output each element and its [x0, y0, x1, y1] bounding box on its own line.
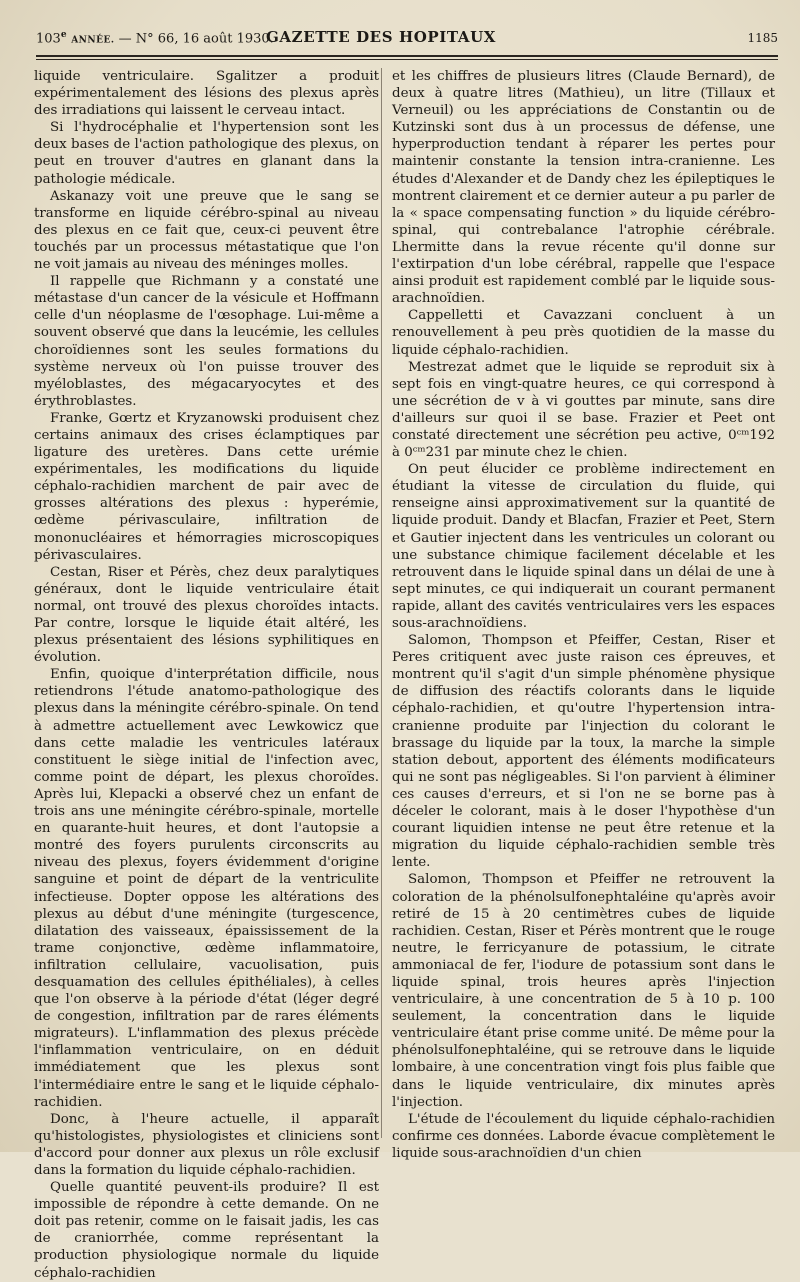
- paragraph: Donc, à l'heure actuelle, il apparaît qu'histologistes, physiologistes et cliniciens sont d'accord pour donner aux plexus un rôle exclusif dans la formation du liquide céphalo-rachidien.: [34, 1111, 379, 1178]
- page-header: [36, 26, 778, 48]
- paragraph: Cestan, Riser et Pérès, chez deux paralytiques généraux, dont le liquide ventriculaire était normal, ont trouvé des plexus choroïdes intacts. Par contre, lorsque le liquide était altéré, les plexus présentaient des lésions syphilitiques en évolution.: [34, 564, 379, 666]
- paragraph: Cappelletti et Cavazzani concluent à un renouvellement à peu près quotidien de la masse du liquide céphalo-rachidien.: [392, 308, 775, 358]
- paragraph: Salomon, Thompson et Pfeiffer ne retrouvent la coloration de la phénolsulfonephtaléine qu'après avoir retiré de 15 à 20 centimètres cubes de liquide rachidien. Cestan, Riser et Pérès montrent que le rouge neutre, le ferricyanure de potassium, le citrate ammoniacal de fer, l'iodure de potassium sont dans le liquide spinal, trois heures après l'injection ventriculaire, à une concentration de 5 à 10 p. 100 seulement, la concentration dans le liquide ventriculaire étant prise comme unité. De même pour la phénolsulfonephtaléine, qui se retrouve dans le liquide lombaire, à une concentration vingt fois plus faible que dans le liquide ventriculaire, dix minutes après l'injection.: [392, 872, 775, 1110]
- paragraph: Askanazy voit une preuve que le sang se transforme en liquide cérébro-spinal au niveau des plexus en ce fait que, ceux-ci peuvent être touchés par un processus métastatique que l'on ne voit jamais au niveau des méninges molles.: [34, 188, 379, 273]
- edition-info: [36, 30, 274, 46]
- paragraph: Enfin, quoique d'interprétation difficile, nous retiendrons l'étude anatomo-pathologique des plexus dans la méningite cérébro-spinale. On tend à admettre actuellement avec Lewkowicz que dans cette maladie les ventricules latéraux constituent le siège initial de l'infection avec, comme point de départ, les plexus choroïdes. Après lui, Klepacki a observé chez un enfant de trois ans une méningite cérébro-spinale, mortelle en quarante-huit heures, et dont l'autopsie a montré des foyers purulents circonscrits au niveau des plexus, foyers évidemment d'origine sanguine et point de départ de la ventriculite infectieuse. Dopter oppose les altérations des plexus au début d'une méningite (turgescence, dilatation des vaisseaux, épaississement de la trame conjonctive, œdème inflammatoire, infiltration cellulaire, vacuolisation, puis desquamation des cellules épithéliales), à celles que l'on observe à la période d'état (léger degré de congestion, infiltration par de rares éléments migrateurs). L'inflammation des plexus précède l'inflammation ventriculaire, on en déduit immédiatement que les plexus sont l'intermédiaire entre le sang et le liquide céphalo-rachidien.: [34, 667, 379, 1110]
- paragraph: Quelle quantité peuvent-ils produire? Il est impossible de répondre à cette demande. On ne doit pas retenir, comme on le faisait jadis, les cas de craniorrhée, comme représentant la production physiologique normale du liquide céphalo-rachidien: [34, 1180, 379, 1281]
- issue-info: — N° 66, 16 août 1930.: [118, 31, 274, 47]
- column-divider: [381, 68, 382, 1138]
- paragraph: Si l'hydrocéphalie et l'hypertension sont les deux bases de l'action pathologique des plexus, on peut en trouver d'autres en glanant dans la pathologie médicale.: [34, 120, 379, 187]
- journal-title: GAZETTE DES HOPITAUX: [266, 28, 497, 46]
- paragraph: Mestrezat admet que le liquide se reproduit six à sept fois en vingt-quatre heures, ce qui correspond à une sécrétion de v à vi gouttes par minute, sans dire d'ailleurs sur quoi il se base. Frazier et Peet ont constaté directement une sécrétion peu active, 0ᶜᵐ192 à 0ᶜᵐ231 par minute chez le chien.: [392, 359, 775, 461]
- paragraph: et les chiffres de plusieurs litres (Claude Bernard), de deux à quatre litres (Mathieu), un litre (Tillaux et Verneuil) ou les appréciations de Constantin ou de Kutzinski sont dus à un processus de défense, une hyperproduction tendant à réparer les pertes pour maintenir constante la tension intra-cranienne. Les études d'Alexander et de Dandy chez les épileptiques le montrent clairement et ce dernier auteur a pu parler de la « space compensating function » du liquide cérébro-spinal, qui contrebalance l'atrophie cérébrale. Lhermitte dans la revue récente qu'il donne sur l'extirpation d'un lobe cérébral, rappelle que l'espace ainsi produit est rapidement comblé par le liquide sous-arachnoïdien.: [392, 69, 775, 307]
- header-rule-thin: [36, 59, 778, 60]
- paragraph: Franke, Gœrtz et Kryzanowski produisent chez certains animaux des crises éclamptiques par ligature des uretères. Dans cette urémie expérimentales, les modifications du liquide céphalo-rachidien marchent de pair avec de grosses altérations des plexus : hyperémie, œdème périvasculaire, infiltration de mononucléaires et hémorragies microscopiques périvasculaires.: [34, 410, 379, 563]
- paragraph: liquide ventriculaire. Sgalitzer a produit expérimentalement des lésions des plexus après des irradiations qui laissent le cerveau intact.: [34, 69, 379, 119]
- header-rule-thick: [36, 55, 778, 57]
- paragraph: On peut élucider ce problème indirectement en étudiant la vitesse de circulation du fluide, qui renseigne ainsi approximativement sur la quantité de liquide produit. Dandy et Blacfan, Frazier et Peet, Stern et Gautier injectent dans les ventricules un colorant ou une substance chimique facilement décelable et les retrouvent dans le liquide spinal dans un délai de une à sept minutes, ce qui indiquerait un courant permanent rapide, allant des cavités ventriculaires vers les espaces sous-arachnoïdiens.: [392, 462, 775, 631]
- paragraph: Il rappelle que Richmann y a constaté une métastase d'un cancer de la vésicule et Hoffmann celle d'un néoplasme de l'œsophage. Lui-même a souvent observé que dans la leucémie, les cellules choroïdiennes sont les seules formations du système nerveux où l'on puisse trouver des myéloblastes, des mégacaryocytes et des érythroblastes.: [34, 274, 379, 409]
- paragraph: Salomon, Thompson et Pfeiffer, Cestan, Riser et Peres critiquent avec juste raison ces épreuves, et montrent qu'il s'agit d'un simple phénomène physique de diffusion des réactifs colorants dans le liquide céphalo-rachidien, et qu'outre l'hypertension intra-cranienne produite par l'injection du colorant le brassage du liquide par la toux, la marche la simple station debout, apportent des éléments modificateurs qui ne sont pas négligeables. Si l'on parvient à éliminer ces causes d'erreurs, et si l'on ne se borne pas à déceler le colorant, mais à le doser l'hypothèse d'un courant liquidien intense ne peut être retenue et la migration du liquide céphalo-rachidien semble très lente.: [392, 633, 775, 871]
- edition-number: 103: [36, 31, 61, 47]
- paragraph: L'étude de l'écoulement du liquide céphalo-rachidien confirme ces données. Laborde évacue complètement le liquide sous-arachnoïdien d'un chien: [392, 1111, 775, 1161]
- left-column: [34, 68, 379, 1282]
- edition-suffix: e: [60, 30, 68, 40]
- right-column: [392, 68, 775, 1162]
- page-number: 1185: [747, 31, 778, 45]
- edition-word: ANNÉE.: [71, 35, 115, 46]
